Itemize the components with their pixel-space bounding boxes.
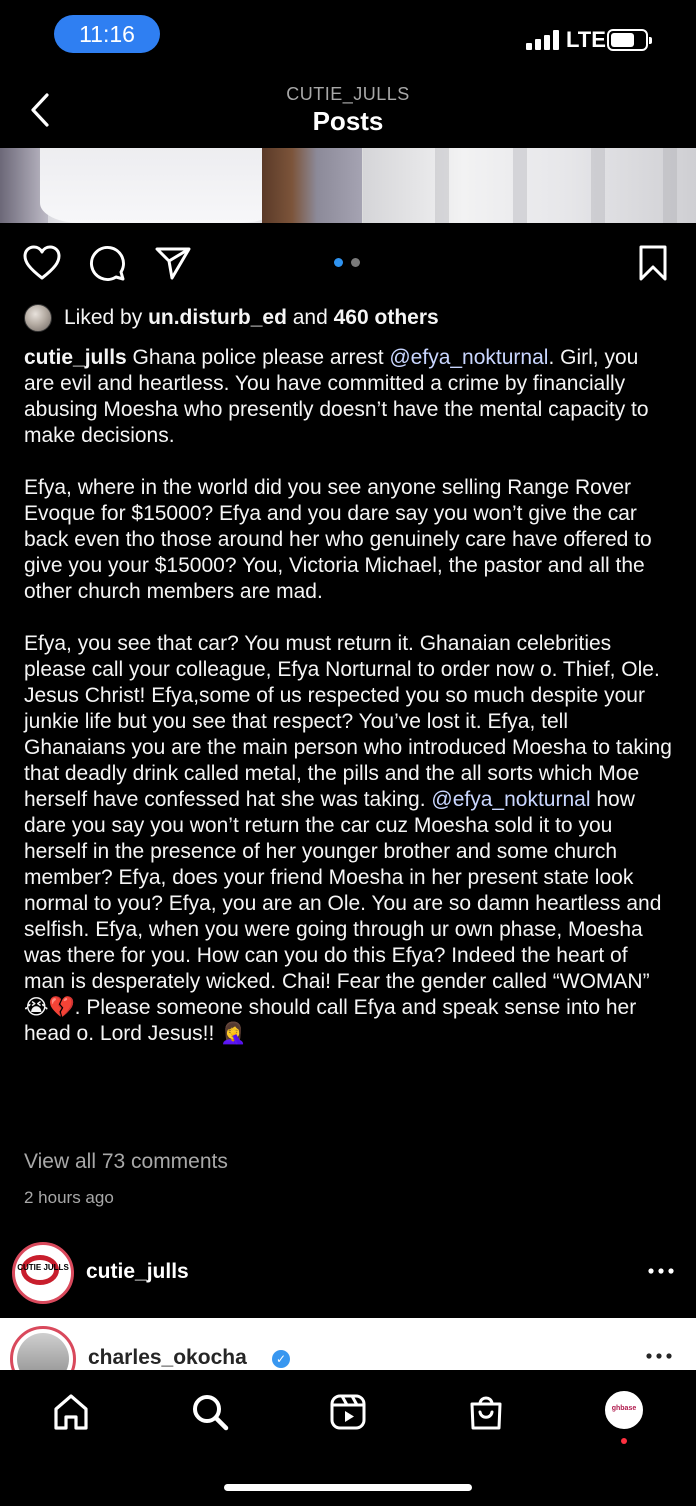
signal-icon [526, 30, 560, 50]
profile-avatar-text: ghbase [611, 1405, 637, 1412]
share-icon [154, 245, 192, 281]
avatar[interactable] [12, 1242, 74, 1304]
status-time: 11:16 [54, 15, 160, 53]
likes-middle: and [286, 306, 334, 329]
liker-avatar [24, 304, 52, 332]
post-caption [24, 345, 674, 1047]
bookmark-icon [637, 244, 669, 282]
more-horizontal-icon [646, 1353, 672, 1359]
post-options-button[interactable] [644, 1256, 678, 1286]
more-horizontal-icon [648, 1268, 674, 1274]
post-image-2 [363, 148, 696, 223]
comment-button[interactable] [86, 242, 128, 284]
caption-text: Efya, you see that car? You must return it. Ghanaian celebrities please call your colleague, Efya Norturnal to order now o. Thief, Ole. Jesus Christ! Efya,some of us respected you so much despite your junkie life but you see that respect? You’ve lost it. Efya, tell Ghanaians you are the main person who introduced Moesha to taking that deadly drink called metal, the pills and the all sorts which Moe herself have confessed hat she was taking. [24, 632, 672, 811]
status-bar [0, 0, 696, 70]
caption-mention[interactable]: @efya_nokturnal [431, 788, 591, 811]
caption-paragraph-1 [24, 345, 674, 449]
sheet-options-button[interactable] [644, 1346, 674, 1366]
caption-paragraph-3 [24, 631, 674, 1047]
sheet-username[interactable]: charles_okocha [88, 1346, 247, 1369]
save-button[interactable] [632, 242, 674, 284]
comment-icon [88, 244, 126, 282]
like-button[interactable] [21, 242, 63, 284]
liker-username[interactable]: un.disturb_ed [148, 306, 287, 329]
share-button[interactable] [152, 242, 194, 284]
caption-paragraph-2: Efya, where in the world did you see anyone selling Range Rover Evoque for $15000? Efya and you dare say you won’t give the car back even tho those around her who genuinely care have offered to give you your $15000? You, Victoria Michael, the pastor and all the other church members are mad. [24, 476, 652, 603]
caption-mention[interactable]: @efya_nokturnal [389, 346, 549, 369]
notification-dot [621, 1438, 627, 1444]
post-actions [0, 236, 696, 290]
caption-text: Ghana police please arrest [126, 346, 390, 369]
likes-count[interactable]: 460 others [333, 306, 439, 329]
tab-profile[interactable] [605, 1391, 643, 1429]
page-header [0, 70, 696, 148]
next-post-header [0, 1236, 696, 1312]
avatar[interactable] [10, 1326, 76, 1370]
tab-search[interactable] [188, 1390, 232, 1434]
post-username[interactable]: cutie_julls [86, 1260, 189, 1283]
likes-prefix: Liked by [64, 306, 149, 329]
battery-icon [607, 29, 648, 51]
network-type: LTE [566, 27, 606, 52]
home-icon [51, 1392, 91, 1432]
caption-text: how dare you say you won’t return the car cuz Moesha sold it to you herself in the presence of her younger brother and some church member? Efya, does your friend Moesha in her present state look normal to you? Efya, you are an Ole. You are so damn heartless and selfish. Efya, when you were going through ur own phase, Moesha was there for you. How can you do this Efya? Indeed the heart of man is desperately wicked. Chai! Fear the gender called “WOMAN” 😭💔. Please someone should call Efya and speak sense into her head o. Lord Jesus!! 🤦‍♀️ [24, 788, 662, 1045]
page-title: Posts [312, 106, 384, 136]
carousel-dot [351, 258, 360, 267]
verified-badge-icon: ✓ [272, 1350, 290, 1368]
post-media-carousel[interactable] [0, 148, 696, 223]
search-icon [190, 1392, 230, 1432]
tab-reels[interactable] [326, 1390, 370, 1434]
caption-text: . Girl, you are evil and heartless. You have committed a crime by financially abusing Moesha who presently doesn’t have the mental capacity to make decisions. [24, 346, 649, 447]
header-username: CUTIE_JULLS [286, 84, 410, 104]
carousel-indicator [334, 258, 364, 268]
post-timestamp: 2 hours ago [24, 1188, 114, 1207]
view-comments-link[interactable]: View all 73 comments [24, 1150, 228, 1173]
battery-level [611, 33, 634, 47]
overlay-sheet [0, 1318, 696, 1370]
tab-shop[interactable] [464, 1390, 508, 1434]
avatar-text: CUTIE JULLS [17, 1263, 69, 1272]
heart-icon [23, 245, 61, 281]
post-image-1 [0, 148, 362, 223]
tab-home[interactable] [49, 1390, 93, 1434]
caption-username[interactable]: cutie_julls [24, 346, 127, 369]
carousel-dot-active [334, 258, 343, 267]
bottom-tab-bar [0, 1370, 696, 1506]
likes-summary[interactable] [24, 302, 439, 334]
reels-icon [328, 1392, 368, 1432]
home-indicator[interactable] [224, 1484, 472, 1491]
shop-icon [466, 1392, 506, 1432]
